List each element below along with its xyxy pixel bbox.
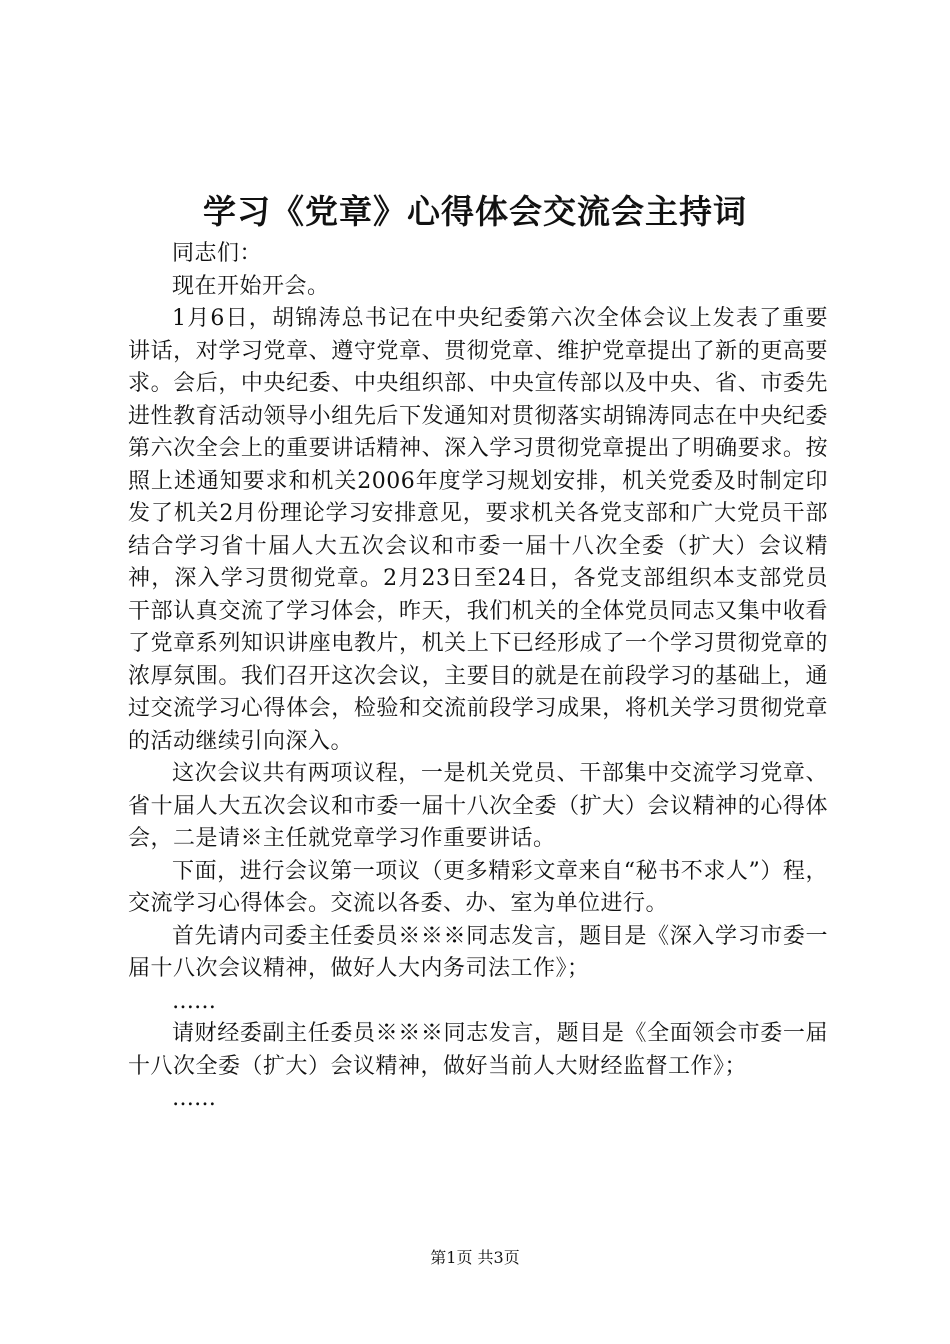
paragraph-agenda: 这次会议共有两项议程，一是机关党员、干部集中交流学习党章、省十届人大五次会议和市委一届十八次全委（扩大）会议精神的心得体会，二是请※主任就党章学习作重要讲话。 (128, 761, 828, 851)
opening-line: 现在开始开会。 (172, 273, 330, 299)
ellipsis: …… (172, 988, 216, 1014)
paragraph-second-speaker: 请财经委副主任委员※※※同志发言，题目是《全面领会市委一届十八次全委（扩大）会议精神，做好当前人大财经监督工作》； (128, 1021, 828, 1079)
salutation: 同志们： (172, 241, 263, 266)
document-body (128, 238, 828, 1116)
paragraph-background: 1月6日，胡锦涛总书记在中央纪委第六次全体会议上发表了重要讲话，对学习党章、遵守党章、贯彻党章、维护党章提出了新的更高要求。会后，中央纪委、中央组织部、中央宣传部以及中央、省、市委先进性教育活动领导小组先后下发通知对贯彻落实胡锦涛同志在中央纪委第六次全会上的重要讲话精神、深入学习贯彻党章提出了明确要求。按照上述通知要求和机关2006年度学习规划安排，机关党委及时制定印发了机关2月份理论学习安排意见，要求机关各党支部和广大党员干部结合学习省十届人大五次会议和市委一届十八次全委（扩大）会议精神，深入学习贯彻党章。2月23日至24日，各党支部组织本支部党员干部认真交流了学习体会，昨天，我们机关的全体党员同志又集中收看了党章系列知识讲座电教片，机关上下已经形成了一个学习贯彻党章的浓厚氛围。我们召开这次会议，主要目的就是在前段学习的基础上，通过交流学习心得体会，检验和交流前段学习成果，将机关学习贯彻党章的活动继续引向深入。 (128, 306, 828, 754)
document-title: 学习《党章》心得体会交流会主持词 (203, 192, 747, 231)
page-footer: 第1页 共3页 (430, 1248, 520, 1267)
paragraph-first-item: 下面，进行会议第一项议（更多精彩文章来自“秘书不求人”）程，交流学习心得体会。交流以各委、办、室为单位进行。 (128, 858, 828, 916)
paragraph-first-speaker: 首先请内司委主任委员※※※同志发言，题目是《深入学习市委一届十八次会议精神，做好人大内务司法工作》； (128, 923, 828, 981)
ellipsis: …… (172, 1086, 216, 1111)
